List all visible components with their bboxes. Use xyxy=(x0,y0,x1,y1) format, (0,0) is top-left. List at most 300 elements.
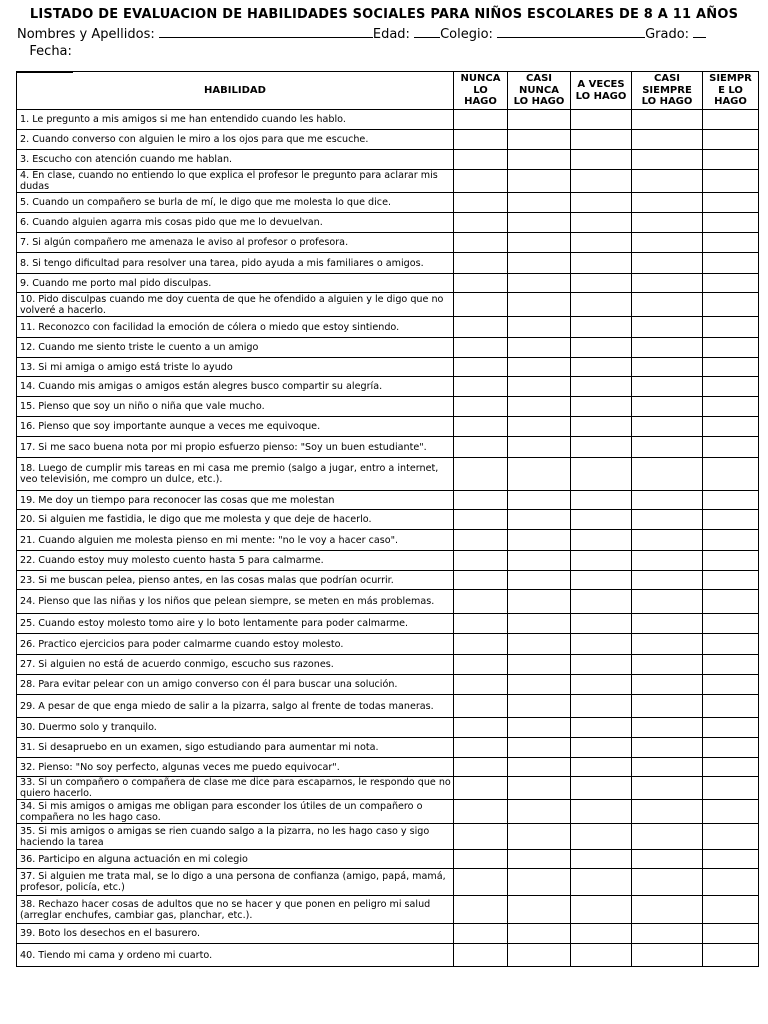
answer-cell-casi-nunca[interactable] xyxy=(508,510,571,530)
answer-cell-siempre[interactable] xyxy=(703,869,759,896)
answer-cell-casi-siempre[interactable] xyxy=(632,253,703,274)
answer-cell-a-veces[interactable] xyxy=(571,458,632,491)
answer-cell-a-veces[interactable] xyxy=(571,850,632,869)
answer-cell-casi-siempre[interactable] xyxy=(632,397,703,417)
answer-cell-casi-nunca[interactable] xyxy=(508,758,571,777)
answer-cell-casi-nunca[interactable] xyxy=(508,150,571,170)
answer-cell-siempre[interactable] xyxy=(703,317,759,338)
answer-cell-a-veces[interactable] xyxy=(571,150,632,170)
skill-item: 39. Boto los desechos en el basurero. xyxy=(17,924,454,944)
answer-cell-nunca[interactable] xyxy=(454,293,508,317)
age-field[interactable] xyxy=(414,25,440,38)
answer-cell-nunca[interactable] xyxy=(454,110,508,130)
answer-cell-casi-siempre[interactable] xyxy=(632,738,703,758)
header-line: HAGO xyxy=(464,96,497,108)
answer-cell-casi-siempre[interactable] xyxy=(632,293,703,317)
answer-cell-casi-nunca[interactable] xyxy=(508,377,571,397)
answer-cell-casi-siempre[interactable] xyxy=(632,896,703,924)
answer-cell-siempre[interactable] xyxy=(703,417,759,437)
answer-cell-a-veces[interactable] xyxy=(571,590,632,614)
answer-cell-a-veces[interactable] xyxy=(571,758,632,777)
answer-cell-casi-siempre[interactable] xyxy=(632,869,703,896)
answer-cell-a-veces[interactable] xyxy=(571,253,632,274)
answer-cell-nunca[interactable] xyxy=(454,130,508,150)
answer-cell-casi-nunca[interactable] xyxy=(508,253,571,274)
answer-cell-casi-nunca[interactable] xyxy=(508,695,571,718)
answer-cell-a-veces[interactable] xyxy=(571,800,632,824)
table-row xyxy=(17,130,759,150)
header-a-veces xyxy=(571,72,632,110)
answer-cell-casi-nunca[interactable] xyxy=(508,233,571,253)
answer-cell-casi-siempre[interactable] xyxy=(632,530,703,551)
answer-cell-casi-siempre[interactable] xyxy=(632,377,703,397)
answer-cell-a-veces[interactable] xyxy=(571,417,632,437)
answer-cell-nunca[interactable] xyxy=(454,675,508,695)
table-row xyxy=(17,293,759,317)
answer-cell-casi-nunca[interactable] xyxy=(508,130,571,150)
answer-cell-nunca[interactable] xyxy=(454,510,508,530)
table-row xyxy=(17,655,759,675)
answer-cell-nunca[interactable] xyxy=(454,551,508,571)
answer-cell-casi-nunca[interactable] xyxy=(508,800,571,824)
skill-item: 5. Cuando un compañero se burla de mí, le digo que me molesta lo que dice. xyxy=(17,193,454,213)
answer-cell-siempre[interactable] xyxy=(703,274,759,293)
answer-cell-nunca[interactable] xyxy=(454,338,508,358)
skill-item: 37. Si alguien me trata mal, se lo digo a una persona de confianza (amigo, papá, mamá, profesor, policía, etc.) xyxy=(17,869,454,896)
answer-cell-siempre[interactable] xyxy=(703,458,759,491)
answer-cell-nunca[interactable] xyxy=(454,800,508,824)
answer-cell-casi-siempre[interactable] xyxy=(632,193,703,213)
table-row xyxy=(17,718,759,738)
answer-cell-siempre[interactable] xyxy=(703,738,759,758)
answer-cell-nunca[interactable] xyxy=(454,924,508,944)
table-row xyxy=(17,695,759,718)
skill-item: 32. Pienso: "No soy perfecto, algunas veces me puedo equivocar". xyxy=(17,758,454,777)
answer-cell-casi-siempre[interactable] xyxy=(632,170,703,193)
answer-cell-siempre[interactable] xyxy=(703,491,759,510)
answer-cell-a-veces[interactable] xyxy=(571,317,632,338)
document-title: LISTADO DE EVALUACION DE HABILIDADES SOCIALES PARA NIÑOS ESCOLARES DE 8 A 11 AÑOS xyxy=(29,7,739,22)
table-row xyxy=(17,150,759,170)
skill-item: 18. Luego de cumplir mis tareas en mi casa me premio (salgo a jugar, entro a internet, veo televisión, me compro un dulce, etc.). xyxy=(17,458,454,491)
table-row xyxy=(17,675,759,695)
answer-cell-a-veces[interactable] xyxy=(571,551,632,571)
answer-cell-casi-nunca[interactable] xyxy=(508,614,571,634)
table-row xyxy=(17,170,759,193)
skill-item: 26. Practico ejercicios para poder calmarme cuando estoy molesto. xyxy=(17,634,454,655)
age-label: Edad: xyxy=(372,27,410,42)
table-row xyxy=(17,530,759,551)
answer-cell-casi-nunca[interactable] xyxy=(508,110,571,130)
skill-item: 21. Cuando alguien me molesta pienso en mi mente: "no le voy a hacer caso". xyxy=(17,530,454,551)
answer-cell-casi-siempre[interactable] xyxy=(632,800,703,824)
answer-cell-nunca[interactable] xyxy=(454,718,508,738)
answer-cell-siempre[interactable] xyxy=(703,377,759,397)
answer-cell-casi-nunca[interactable] xyxy=(508,317,571,338)
answer-cell-nunca[interactable] xyxy=(454,634,508,655)
answer-cell-nunca[interactable] xyxy=(454,377,508,397)
skill-item: 13. Si mi amiga o amigo está triste lo ayudo xyxy=(17,358,454,377)
answer-cell-a-veces[interactable] xyxy=(571,110,632,130)
answer-cell-casi-siempre[interactable] xyxy=(632,338,703,358)
answer-cell-casi-nunca[interactable] xyxy=(508,869,571,896)
answer-cell-a-veces[interactable] xyxy=(571,738,632,758)
answer-cell-nunca[interactable] xyxy=(454,458,508,491)
answer-cell-siempre[interactable] xyxy=(703,110,759,130)
answer-cell-nunca[interactable] xyxy=(454,193,508,213)
answer-cell-casi-siempre[interactable] xyxy=(632,590,703,614)
answer-cell-casi-siempre[interactable] xyxy=(632,824,703,850)
answer-cell-casi-siempre[interactable] xyxy=(632,213,703,233)
answer-cell-a-veces[interactable] xyxy=(571,944,632,967)
answer-cell-casi-nunca[interactable] xyxy=(508,551,571,571)
answer-cell-siempre[interactable] xyxy=(703,150,759,170)
table-row xyxy=(17,417,759,437)
answer-cell-casi-nunca[interactable] xyxy=(508,824,571,850)
answer-cell-nunca[interactable] xyxy=(454,695,508,718)
answer-cell-casi-siempre[interactable] xyxy=(632,233,703,253)
skill-item: 9. Cuando me porto mal pido disculpas. xyxy=(17,274,454,293)
answer-cell-casi-nunca[interactable] xyxy=(508,718,571,738)
answer-cell-siempre[interactable] xyxy=(703,338,759,358)
answer-cell-casi-siempre[interactable] xyxy=(632,510,703,530)
answer-cell-casi-nunca[interactable] xyxy=(508,590,571,614)
table-row xyxy=(17,758,759,777)
answer-cell-a-veces[interactable] xyxy=(571,193,632,213)
answer-cell-siempre[interactable] xyxy=(703,530,759,551)
table-row xyxy=(17,317,759,338)
answer-cell-siempre[interactable] xyxy=(703,924,759,944)
answer-cell-a-veces[interactable] xyxy=(571,614,632,634)
table-row xyxy=(17,338,759,358)
answer-cell-nunca[interactable] xyxy=(454,655,508,675)
answer-cell-casi-nunca[interactable] xyxy=(508,170,571,193)
answer-cell-casi-nunca[interactable] xyxy=(508,213,571,233)
answer-cell-a-veces[interactable] xyxy=(571,491,632,510)
answer-cell-nunca[interactable] xyxy=(454,590,508,614)
answer-cell-nunca[interactable] xyxy=(454,397,508,417)
answer-cell-casi-siempre[interactable] xyxy=(632,571,703,590)
answer-cell-nunca[interactable] xyxy=(454,944,508,967)
answer-cell-a-veces[interactable] xyxy=(571,571,632,590)
answer-cell-nunca[interactable] xyxy=(454,850,508,869)
answer-cell-a-veces[interactable] xyxy=(571,437,632,458)
table-row xyxy=(17,896,759,924)
skill-item: 3. Escucho con atención cuando me hablan. xyxy=(17,150,454,170)
answer-cell-nunca[interactable] xyxy=(454,530,508,551)
answer-cell-casi-nunca[interactable] xyxy=(508,417,571,437)
skill-item: 2. Cuando converso con alguien le miro a los ojos para que me escuche. xyxy=(17,130,454,150)
answer-cell-nunca[interactable] xyxy=(454,614,508,634)
answer-cell-siempre[interactable] xyxy=(703,293,759,317)
answer-cell-casi-nunca[interactable] xyxy=(508,738,571,758)
answer-cell-nunca[interactable] xyxy=(454,274,508,293)
table-row xyxy=(17,253,759,274)
answer-cell-a-veces[interactable] xyxy=(571,170,632,193)
header-line: CASI xyxy=(653,73,680,85)
answer-cell-a-veces[interactable] xyxy=(571,233,632,253)
answer-cell-siempre[interactable] xyxy=(703,777,759,800)
answer-cell-casi-nunca[interactable] xyxy=(508,293,571,317)
answer-cell-casi-siempre[interactable] xyxy=(632,614,703,634)
answer-cell-casi-nunca[interactable] xyxy=(508,896,571,924)
answer-cell-siempre[interactable] xyxy=(703,695,759,718)
skill-item: 8. Si tengo dificultad para resolver una tarea, pido ayuda a mis familiares o amigos. xyxy=(17,253,454,274)
header-line: LO HAGO xyxy=(575,90,627,102)
answer-cell-casi-siempre[interactable] xyxy=(632,417,703,437)
table-row xyxy=(17,193,759,213)
answer-cell-a-veces[interactable] xyxy=(571,293,632,317)
table-row xyxy=(17,738,759,758)
table-row xyxy=(17,590,759,614)
answer-cell-nunca[interactable] xyxy=(454,824,508,850)
answer-cell-siempre[interactable] xyxy=(703,437,759,458)
answer-cell-nunca[interactable] xyxy=(454,571,508,590)
skill-item: 14. Cuando mis amigas o amigos están alegres busco compartir su alegría. xyxy=(17,377,454,397)
answer-cell-casi-nunca[interactable] xyxy=(508,675,571,695)
answer-cell-casi-siempre[interactable] xyxy=(632,437,703,458)
answer-cell-casi-siempre[interactable] xyxy=(632,924,703,944)
answer-cell-casi-nunca[interactable] xyxy=(508,571,571,590)
answer-cell-siempre[interactable] xyxy=(703,718,759,738)
answer-cell-casi-nunca[interactable] xyxy=(508,458,571,491)
answer-cell-casi-siempre[interactable] xyxy=(632,130,703,150)
answer-cell-nunca[interactable] xyxy=(454,491,508,510)
answer-cell-casi-siempre[interactable] xyxy=(632,150,703,170)
skill-item: 29. A pesar de que enga miedo de salir a la pizarra, salgo al frente de todas maneras. xyxy=(17,695,454,718)
answer-cell-siempre[interactable] xyxy=(703,590,759,614)
answer-cell-nunca[interactable] xyxy=(454,213,508,233)
answer-cell-casi-siempre[interactable] xyxy=(632,777,703,800)
answer-cell-nunca[interactable] xyxy=(454,777,508,800)
skills-table xyxy=(16,71,759,967)
answer-cell-siempre[interactable] xyxy=(703,253,759,274)
answer-cell-casi-siempre[interactable] xyxy=(632,274,703,293)
header-casi-siempre xyxy=(632,72,703,110)
answer-cell-a-veces[interactable] xyxy=(571,896,632,924)
answer-cell-casi-nunca[interactable] xyxy=(508,777,571,800)
skill-item: 16. Pienso que soy importante aunque a veces me equivoque. xyxy=(17,417,454,437)
skill-item: 15. Pienso que soy un niño o niña que vale mucho. xyxy=(17,397,454,417)
table-row xyxy=(17,824,759,850)
skill-item: 36. Participo en alguna actuación en mi colegio xyxy=(17,850,454,869)
answer-cell-casi-nunca[interactable] xyxy=(508,850,571,869)
table-row xyxy=(17,924,759,944)
answer-cell-casi-siempre[interactable] xyxy=(632,758,703,777)
answer-cell-siempre[interactable] xyxy=(703,634,759,655)
table-row xyxy=(17,800,759,824)
table-row xyxy=(17,614,759,634)
table-row xyxy=(17,377,759,397)
answer-cell-siempre[interactable] xyxy=(703,800,759,824)
answer-cell-casi-nunca[interactable] xyxy=(508,924,571,944)
skill-item: 34. Si mis amigos o amigas me obligan para esconder los útiles de un compañero o compañera no les hago caso. xyxy=(17,800,454,824)
answer-cell-casi-nunca[interactable] xyxy=(508,397,571,417)
answer-cell-casi-siempre[interactable] xyxy=(632,944,703,967)
answer-cell-a-veces[interactable] xyxy=(571,824,632,850)
name-label: Nombres y Apellidos: xyxy=(17,27,155,42)
table-row xyxy=(17,110,759,130)
header-line: SIEMPR xyxy=(709,73,752,85)
answer-cell-casi-nunca[interactable] xyxy=(508,634,571,655)
answer-cell-casi-siempre[interactable] xyxy=(632,358,703,377)
skill-item: 12. Cuando me siento triste le cuento a un amigo xyxy=(17,338,454,358)
answer-cell-nunca[interactable] xyxy=(454,738,508,758)
answer-cell-nunca[interactable] xyxy=(454,758,508,777)
answer-cell-nunca[interactable] xyxy=(454,896,508,924)
answer-cell-a-veces[interactable] xyxy=(571,358,632,377)
answer-cell-casi-siempre[interactable] xyxy=(632,551,703,571)
answer-cell-nunca[interactable] xyxy=(454,437,508,458)
answer-cell-nunca[interactable] xyxy=(454,233,508,253)
answer-cell-a-veces[interactable] xyxy=(571,377,632,397)
answer-cell-siempre[interactable] xyxy=(703,358,759,377)
answer-cell-siempre[interactable] xyxy=(703,193,759,213)
table-row xyxy=(17,397,759,417)
answer-cell-nunca[interactable] xyxy=(454,150,508,170)
table-row xyxy=(17,850,759,869)
answer-cell-nunca[interactable] xyxy=(454,358,508,377)
skill-item: 27. Si alguien no está de acuerdo conmigo, escucho sus razones. xyxy=(17,655,454,675)
school-label: Colegio: xyxy=(440,27,493,42)
answer-cell-a-veces[interactable] xyxy=(571,397,632,417)
table-row xyxy=(17,274,759,293)
skill-item: 33. Si un compañero o compañera de clase me dice para escaparnos, le respondo que no quiero hacerlo. xyxy=(17,777,454,800)
skill-item: 22. Cuando estoy muy molesto cuento hasta 5 para calmarme. xyxy=(17,551,454,571)
answer-cell-siempre[interactable] xyxy=(703,655,759,675)
table-row xyxy=(17,213,759,233)
answer-cell-siempre[interactable] xyxy=(703,397,759,417)
header-line: E LO xyxy=(718,84,743,96)
answer-cell-siempre[interactable] xyxy=(703,170,759,193)
answer-cell-casi-siempre[interactable] xyxy=(632,675,703,695)
skill-item: 23. Si me buscan pelea, pienso antes, en las cosas malas que podrían ocurrir. xyxy=(17,571,454,590)
answer-cell-casi-nunca[interactable] xyxy=(508,944,571,967)
answer-cell-siempre[interactable] xyxy=(703,130,759,150)
answer-cell-siempre[interactable] xyxy=(703,758,759,777)
answer-cell-a-veces[interactable] xyxy=(571,530,632,551)
answer-cell-siempre[interactable] xyxy=(703,614,759,634)
skill-item: 38. Rechazo hacer cosas de adultos que no se hacer y que ponen en peligro mi salud (arreglar enchufes, cambiar gas, planchar, etc.). xyxy=(17,896,454,924)
skill-item: 17. Si me saco buena nota por mi propio esfuerzo pienso: "Soy un buen estudiante". xyxy=(17,437,454,458)
answer-cell-casi-siempre[interactable] xyxy=(632,655,703,675)
header-nunca xyxy=(454,72,508,110)
header-line: A VECES xyxy=(577,79,625,90)
answer-cell-a-veces[interactable] xyxy=(571,869,632,896)
answer-cell-casi-siempre[interactable] xyxy=(632,695,703,718)
answer-cell-casi-siempre[interactable] xyxy=(632,718,703,738)
skill-item: 4. En clase, cuando no entiendo lo que explica el profesor le pregunto para aclarar mis dudas xyxy=(17,170,454,193)
answer-cell-siempre[interactable] xyxy=(703,675,759,695)
answer-cell-siempre[interactable] xyxy=(703,213,759,233)
skill-item: 1. Le pregunto a mis amigos si me han entendido cuando les hablo. xyxy=(17,110,454,130)
answer-cell-casi-siempre[interactable] xyxy=(632,634,703,655)
answer-cell-casi-siempre[interactable] xyxy=(632,110,703,130)
school-field[interactable] xyxy=(497,25,645,38)
answer-cell-casi-nunca[interactable] xyxy=(508,437,571,458)
header-habilidad xyxy=(17,72,454,110)
table-row xyxy=(17,437,759,458)
table-row xyxy=(17,777,759,800)
grade-label: Grado: xyxy=(645,27,690,42)
answer-cell-casi-nunca[interactable] xyxy=(508,491,571,510)
answer-cell-a-veces[interactable] xyxy=(571,718,632,738)
table-row xyxy=(17,358,759,377)
answer-cell-casi-siempre[interactable] xyxy=(632,317,703,338)
header-siempre xyxy=(703,72,759,110)
answer-cell-a-veces[interactable] xyxy=(571,777,632,800)
answer-cell-siempre[interactable] xyxy=(703,571,759,590)
answer-cell-a-veces[interactable] xyxy=(571,675,632,695)
answer-cell-casi-nunca[interactable] xyxy=(508,655,571,675)
answer-cell-siempre[interactable] xyxy=(703,896,759,924)
answer-cell-a-veces[interactable] xyxy=(571,924,632,944)
skill-item: 7. Si algún compañero me amenaza le aviso al profesor o profesora. xyxy=(17,233,454,253)
skill-item: 24. Pienso que las niñas y los niños que pelean siempre, se meten en más problemas. xyxy=(17,590,454,614)
header-line: NUNCA xyxy=(519,84,559,96)
date-label: Fecha: xyxy=(29,44,72,59)
header-casi-nunca xyxy=(508,72,571,110)
answer-cell-a-veces[interactable] xyxy=(571,274,632,293)
table-row xyxy=(17,551,759,571)
skill-item: 11. Reconozco con facilidad la emoción de cólera o miedo que estoy sintiendo. xyxy=(17,317,454,338)
table-row xyxy=(17,634,759,655)
answer-cell-a-veces[interactable] xyxy=(571,634,632,655)
answer-cell-siempre[interactable] xyxy=(703,551,759,571)
answer-cell-nunca[interactable] xyxy=(454,417,508,437)
answer-cell-a-veces[interactable] xyxy=(571,510,632,530)
answer-cell-a-veces[interactable] xyxy=(571,130,632,150)
grade-field[interactable] xyxy=(693,25,706,38)
skill-item: 6. Cuando alguien agarra mis cosas pido que me lo devuelvan. xyxy=(17,213,454,233)
skill-item: 28. Para evitar pelear con un amigo converso con él para buscar una solución. xyxy=(17,675,454,695)
answer-cell-casi-nunca[interactable] xyxy=(508,338,571,358)
table-row xyxy=(17,233,759,253)
answer-cell-casi-nunca[interactable] xyxy=(508,530,571,551)
answer-cell-casi-nunca[interactable] xyxy=(508,274,571,293)
header-line: CASI xyxy=(525,73,552,85)
answer-cell-nunca[interactable] xyxy=(454,170,508,193)
answer-cell-a-veces[interactable] xyxy=(571,695,632,718)
table-row xyxy=(17,571,759,590)
header-line: LO HAGO xyxy=(513,96,565,108)
table-header-row xyxy=(17,72,759,110)
answer-cell-casi-siempre[interactable] xyxy=(632,491,703,510)
table-row xyxy=(17,510,759,530)
answer-cell-casi-nunca[interactable] xyxy=(508,358,571,377)
skill-item: 40. Tiendo mi cama y ordeno mi cuarto. xyxy=(17,944,454,967)
answer-cell-a-veces[interactable] xyxy=(571,338,632,358)
header-line: LO xyxy=(473,84,488,96)
skill-item: 20. Si alguien me fastidia, le digo que me molesta y que deje de hacerlo. xyxy=(17,510,454,530)
answer-cell-a-veces[interactable] xyxy=(571,213,632,233)
answer-cell-nunca[interactable] xyxy=(454,253,508,274)
name-field[interactable] xyxy=(159,25,373,38)
answer-cell-siempre[interactable] xyxy=(703,824,759,850)
answer-cell-casi-siempre[interactable] xyxy=(632,458,703,491)
answer-cell-siempre[interactable] xyxy=(703,944,759,967)
header-line: SIEMPRE xyxy=(642,84,692,96)
answer-cell-nunca[interactable] xyxy=(454,317,508,338)
skill-item: 10. Pido disculpas cuando me doy cuenta de que he ofendido a alguien y le digo que no volveré a hacerlo. xyxy=(17,293,454,317)
answer-cell-siempre[interactable] xyxy=(703,233,759,253)
answer-cell-casi-siempre[interactable] xyxy=(632,850,703,869)
answer-cell-nunca[interactable] xyxy=(454,869,508,896)
answer-cell-casi-nunca[interactable] xyxy=(508,193,571,213)
answer-cell-siempre[interactable] xyxy=(703,510,759,530)
answer-cell-a-veces[interactable] xyxy=(571,655,632,675)
answer-cell-siempre[interactable] xyxy=(703,850,759,869)
